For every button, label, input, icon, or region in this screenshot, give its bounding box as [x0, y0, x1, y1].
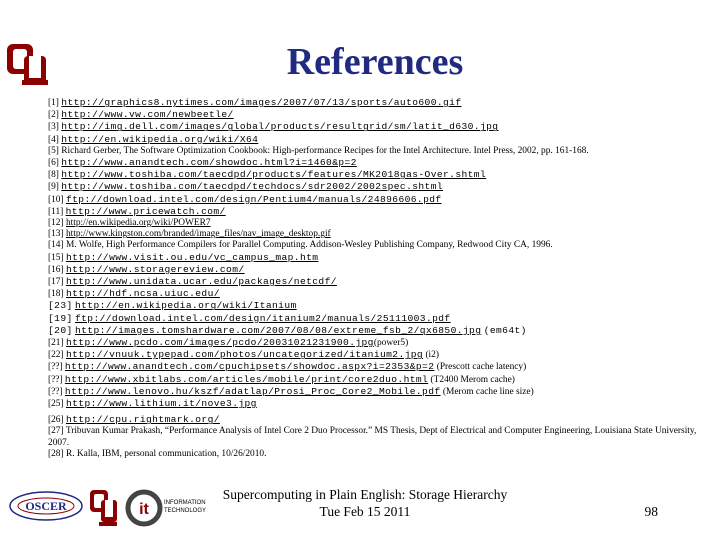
oscer-logo-text: OSCER — [25, 499, 67, 513]
reference-link[interactable]: http://en.wikipedia.org/wiki/Itanium — [74, 300, 297, 312]
reference-item — [48, 206, 708, 218]
reference-number: [25] — [48, 399, 64, 410]
reference-number: [22] — [48, 350, 64, 361]
reference-text: Tribuvan Kumar Prakash, “Performance Analysis of Intel Core 2 Duo Processor.” MS Thesis, Dept of Electrical and Computer Engineering, Louisiana State University, 2007. — [48, 426, 697, 448]
reference-number: [16] — [48, 264, 64, 275]
reference-link[interactable]: http://www.toshiba.com/taecdpd/techdocs/sdr2002/2002spec.shtml — [61, 181, 444, 193]
reference-link[interactable]: http://graphics8.nytimes.com/images/2007/07/13/sports/auto600.gif — [61, 97, 462, 108]
reference-text: R. Kalla, IBM, personal communication, 10/26/2010. — [65, 448, 267, 459]
reference-number: [??] — [48, 374, 63, 385]
reference-item — [48, 325, 708, 337]
reference-number: [18] — [48, 289, 64, 300]
reference-number: [19] — [48, 312, 73, 324]
oscer-logo-icon — [10, 492, 82, 520]
reference-number: [17] — [48, 277, 64, 288]
reference-item — [48, 398, 708, 410]
it-logo-sub2: TECHNOLOGY — [164, 508, 207, 514]
reference-item — [48, 264, 708, 276]
reference-number: [10] — [48, 194, 64, 205]
reference-number: [26] — [48, 415, 64, 426]
page-number: 98 — [644, 504, 658, 519]
reference-item — [48, 426, 708, 448]
reference-link[interactable]: http://images.tomshardware.com/2007/08/08/extreme_fsb_2/qx6850.jpg — [74, 324, 482, 336]
reference-link[interactable]: http://hdf.ncsa.uiuc.edu/ — [65, 288, 220, 300]
reference-number: [20] — [48, 324, 73, 336]
it-logo-text: it — [139, 501, 149, 518]
reference-note: (Merom cache line size) — [442, 386, 534, 397]
reference-number: [??] — [48, 386, 63, 397]
reference-item — [48, 121, 708, 133]
reference-link[interactable]: ftp://download.intel.com/design/Pentium4/manuals/24896606.pdf — [65, 193, 442, 205]
reference-link[interactable]: http://www.lenovo.hu/kszf/adatlap/Prosi_Proc_Core2_Mobile.pdf — [64, 385, 441, 397]
reference-item — [48, 218, 708, 229]
reference-number: [9] — [48, 182, 59, 193]
reference-number: [13] — [48, 229, 64, 240]
reference-text: Richard Gerber, The Software Optimization Cookbook: High-performance Recipes for the Intel Architecture. Intel Press, 2002, pp. 161-168. — [61, 145, 589, 156]
reference-number: [5] — [48, 145, 59, 156]
reference-item — [48, 414, 708, 426]
reference-link[interactable]: http://www.unidata.ucar.edu/packages/netcdf/ — [65, 276, 337, 288]
footer — [200, 486, 530, 520]
reference-number: [8] — [48, 170, 59, 181]
reference-item — [48, 181, 708, 193]
reference-number: [23] — [48, 300, 73, 312]
reference-item — [48, 194, 708, 206]
reference-item — [48, 240, 708, 251]
reference-number: [1] — [48, 98, 59, 108]
reference-number: [14] — [48, 240, 64, 251]
reference-number: [15] — [48, 252, 64, 263]
reference-link[interactable]: http://www.kingston.com/branded/image_files/nav_image_desktop.gif — [65, 229, 331, 240]
it-logo-sub1: INFORMATION — [164, 500, 206, 506]
reference-link[interactable]: http://www.pricewatch.com/ — [65, 205, 226, 217]
reference-item — [48, 374, 708, 386]
reference-link[interactable]: http://www.anandtech.com/showdoc.html?i=1460&p=2 — [61, 157, 357, 169]
reference-number: [27] — [48, 426, 64, 437]
reference-item — [48, 229, 708, 240]
reference-item — [48, 109, 708, 121]
reference-note: (power5) — [373, 338, 409, 349]
reference-list — [48, 97, 708, 460]
reference-number: [28] — [48, 448, 64, 459]
reference-item — [48, 252, 708, 264]
reference-link[interactable]: http://www.storagereview.com/ — [65, 263, 245, 275]
reference-item — [48, 349, 708, 361]
reference-link[interactable]: http://www.anandtech.com/cpuchipsets/showdoc.aspx?i=2353&p=2 — [64, 361, 435, 373]
reference-number: [2] — [48, 110, 59, 121]
footer-date: Tue Feb 15 2011 — [319, 504, 411, 519]
reference-item — [48, 276, 708, 288]
reference-link[interactable]: http://vnuuk.typepad.com/photos/uncategorized/itanium2.jpg — [65, 349, 424, 361]
reference-link[interactable]: http://en.wikipedia.org/wiki/POWER7 — [65, 218, 211, 229]
reference-item — [48, 337, 708, 349]
reference-item — [48, 169, 708, 181]
reference-link[interactable]: http://cpu.rightmark.org/ — [65, 414, 220, 426]
reference-link[interactable]: http://www.vw.com/newbeetle/ — [61, 109, 234, 121]
reference-link[interactable]: ftp://download.intel.com/design/itanium2/manuals/25111003.pdf — [74, 312, 451, 324]
reference-number: [4] — [48, 134, 59, 145]
reference-note: (Prescott cache latency) — [436, 362, 527, 373]
reference-link[interactable]: http://www.pcdo.com/images/pcdo/20031021231900.jpg — [65, 337, 374, 349]
reference-link[interactable]: http://img.dell.com/images/global/products/resultgrid/sm/latit_d630.jpg — [61, 121, 499, 133]
reference-item — [48, 288, 708, 300]
reference-note: (em64t) — [483, 324, 527, 336]
slide-title: References — [286, 41, 464, 83]
reference-link[interactable]: http://en.wikipedia.org/wiki/X64 — [61, 133, 259, 145]
reference-item — [48, 146, 708, 157]
reference-link[interactable]: http://www.visit.ou.edu/vc_campus_map.htm — [65, 251, 319, 263]
reference-note: (i2) — [425, 350, 439, 361]
reference-number: [11] — [48, 206, 64, 217]
footer-title: Supercomputing in Plain English: Storage Hierarchy — [222, 487, 508, 502]
reference-item — [48, 386, 708, 398]
reference-number: [??] — [48, 362, 63, 373]
ou-logo-footer-icon — [90, 490, 117, 526]
reference-item — [48, 313, 708, 325]
reference-item — [48, 300, 708, 312]
reference-number: [3] — [48, 122, 59, 133]
reference-note: (T2400 Merom cache) — [430, 374, 515, 385]
information-technology-logo-icon — [128, 492, 206, 524]
reference-number: [12] — [48, 218, 64, 229]
reference-item — [48, 361, 708, 373]
reference-link[interactable]: http://www.lithium.it/nove3.jpg — [65, 398, 257, 410]
reference-item — [48, 97, 708, 109]
reference-item — [48, 449, 708, 460]
reference-number: [6] — [48, 158, 59, 169]
reference-item — [48, 134, 708, 146]
reference-link[interactable]: http://www.xbitlabs.com/articles/mobile/print/core2duo.html — [64, 373, 429, 385]
reference-number: [21] — [48, 338, 64, 349]
reference-text: M. Wolfe, High Performance Compilers for Parallel Computing. Addison-Wesley Publishing Company, Redwood City CA, 1996. — [65, 240, 553, 251]
reference-link[interactable]: http://www.toshiba.com/taecdpd/products/features/MK2018gas-Over.shtml — [61, 169, 487, 181]
reference-item — [48, 157, 708, 169]
